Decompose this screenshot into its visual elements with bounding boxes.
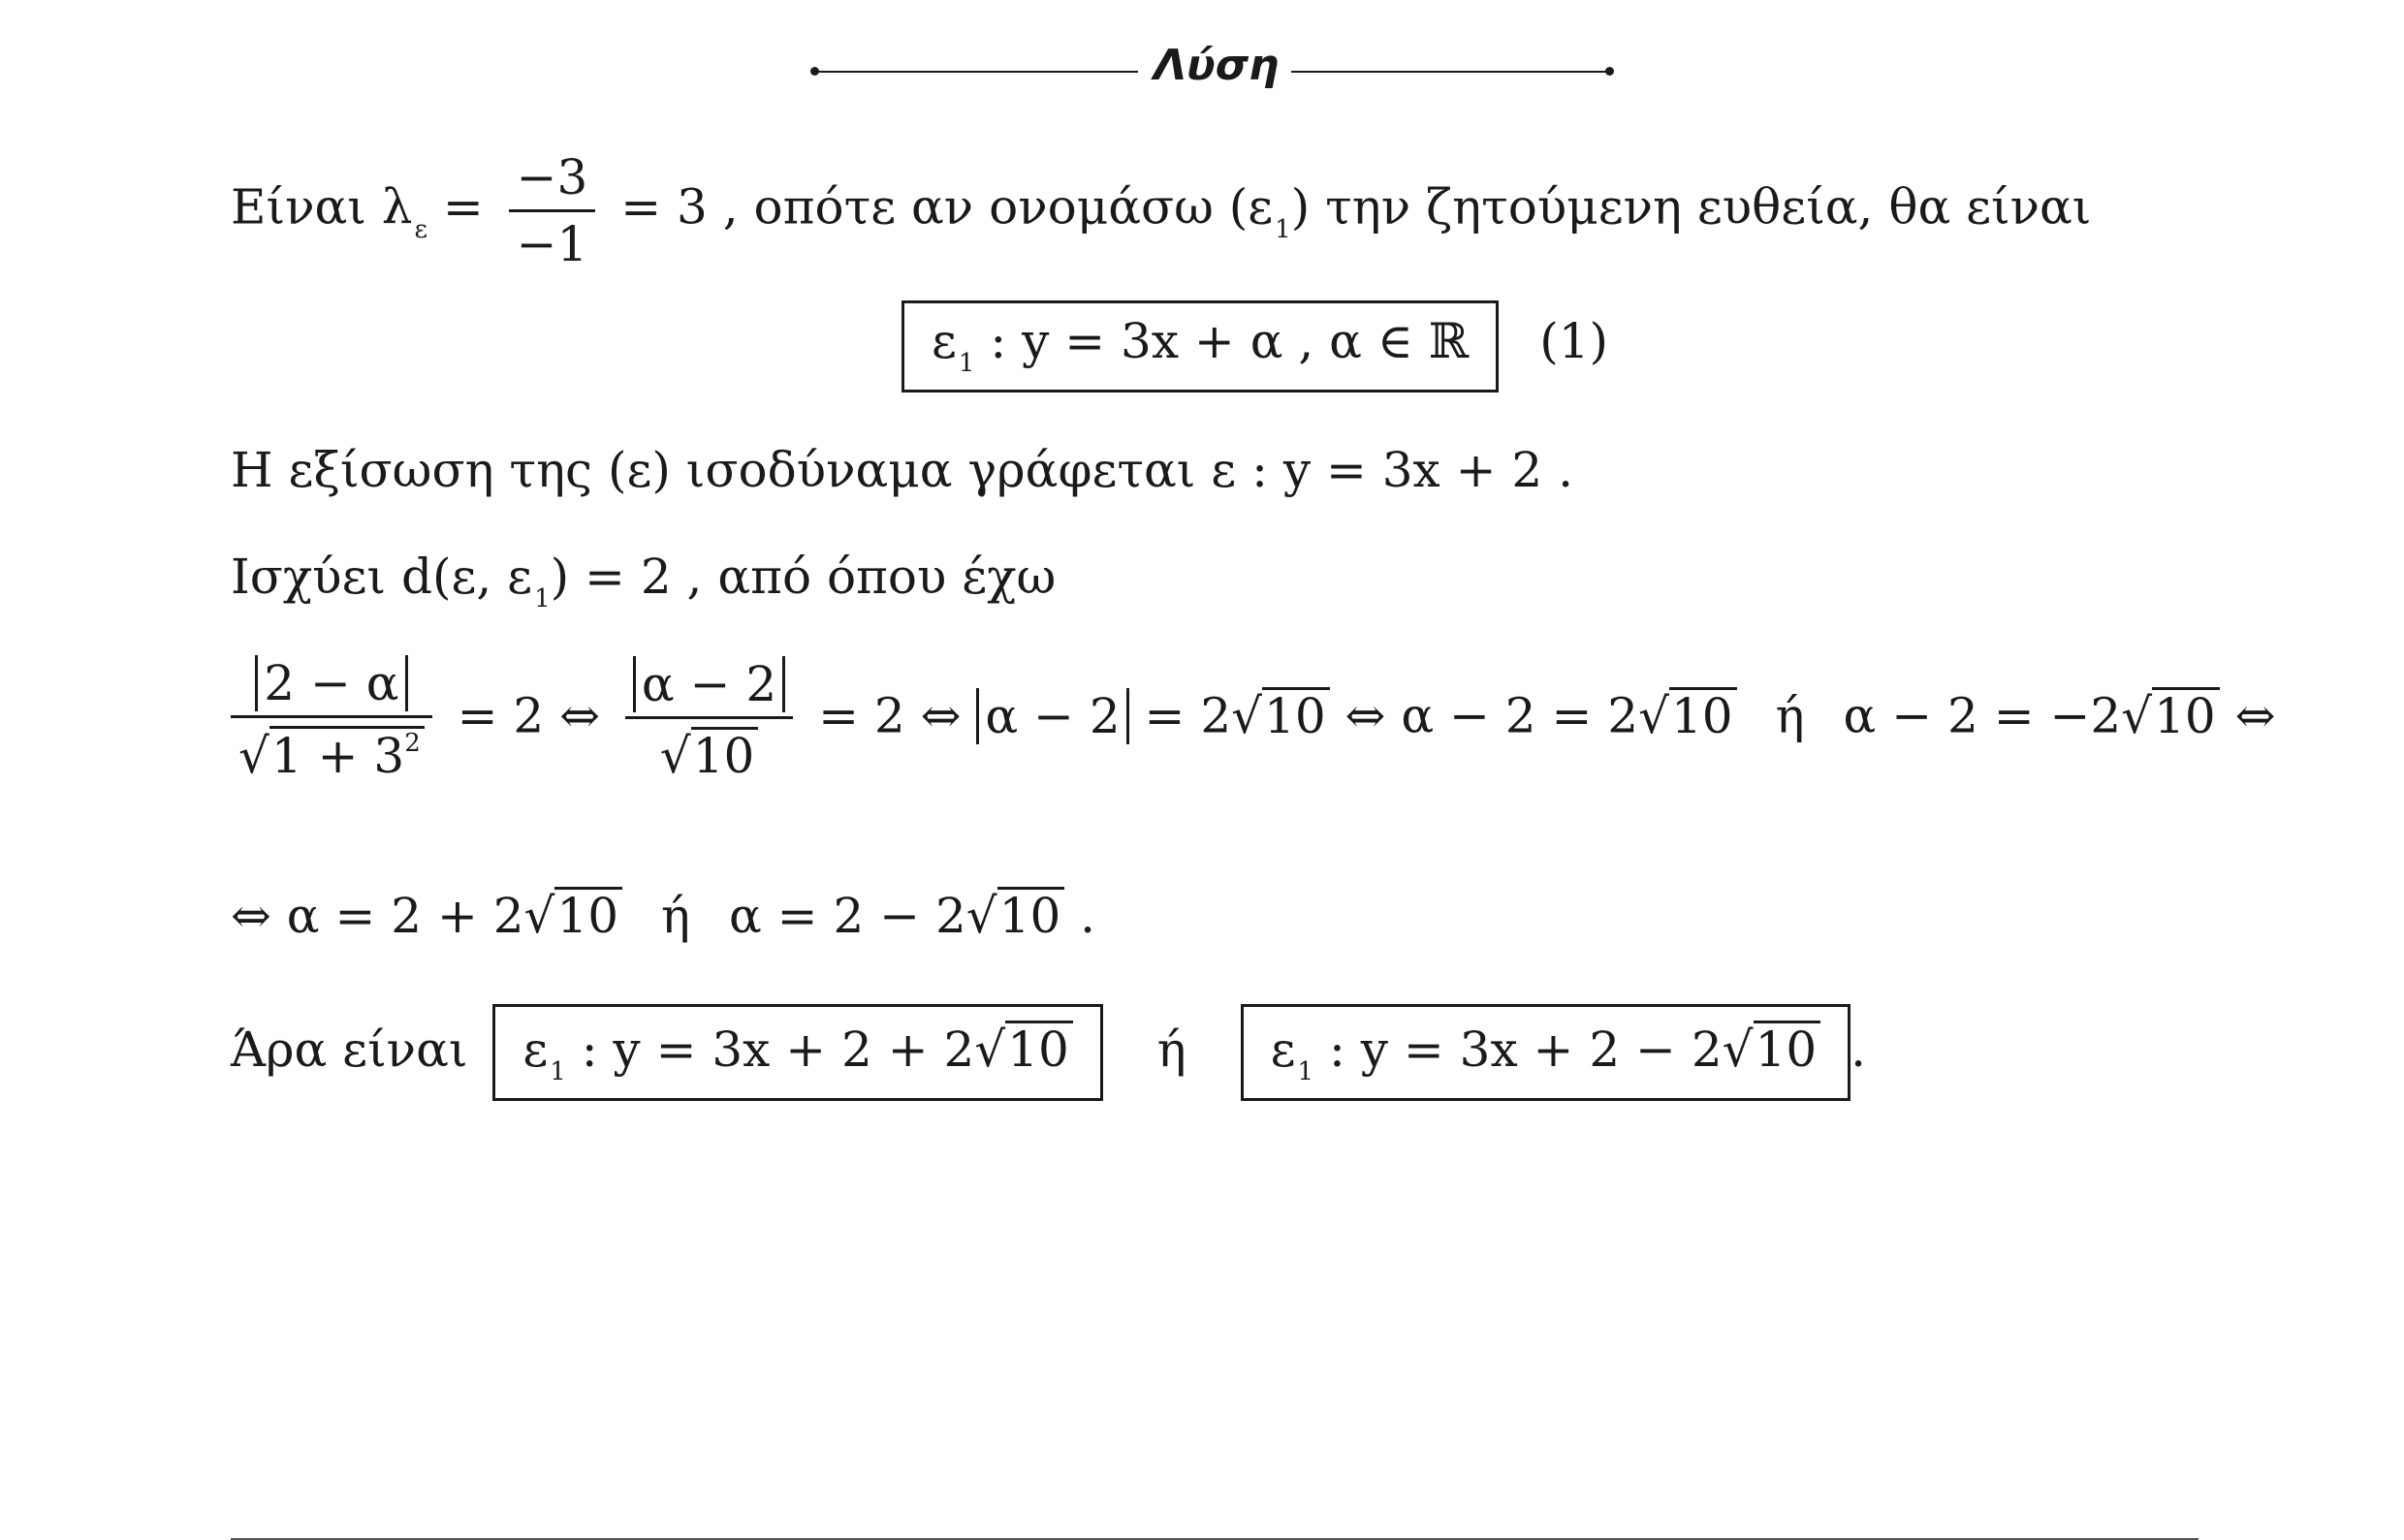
sqrt: √10 [1231,687,1330,740]
text: = 2 [1128,687,1232,744]
section-title: Λύση [1154,41,1280,90]
sqrt: √10 [1723,1021,1821,1074]
radicand: 10 [1262,687,1330,740]
computation-line [231,655,2276,784]
solution-line [231,887,1096,944]
or-word: ή [1156,1021,1186,1078]
subscript: ε [414,214,427,244]
text: α − 2 = −2 [1843,687,2122,744]
statement-line-2 [231,442,1574,498]
superscript: 2 [404,729,421,758]
radicand: 10 [997,887,1065,940]
answer-box-1 [492,1004,1103,1101]
boxed-equation-1 [902,300,1608,393]
radicand: 10 [1754,1021,1821,1074]
subscript: 1 [534,584,551,613]
radicand: 10 [691,727,759,780]
denominator: −1 [516,216,588,272]
text: ε [522,1021,549,1078]
sqrt: √10 [1638,687,1737,740]
subscript: 1 [550,1057,566,1086]
abs-value: 2 − α [255,655,407,711]
text: ⇔ α − 2 = 2 [1329,687,1639,744]
or-word: ή [1775,687,1805,744]
text: . [1064,888,1096,944]
denominator [625,719,793,784]
equation-tag: (1) [1539,313,1609,369]
text: Είναι λ [231,178,413,236]
text: Άρα είναι [231,1021,468,1078]
sqrt: √10 [524,887,623,940]
text: : y = 3x + 2 + 2 [565,1021,975,1078]
distance-fraction [231,655,432,784]
equation-box [902,300,1499,393]
numerator [231,655,432,718]
slope-fraction [509,149,596,272]
sqrt: √10 [966,887,1065,940]
ornament-line-right [1291,71,1611,73]
text: . [1850,1021,1867,1078]
text: Η εξίσωση της (ε) ισοδύναμα γράφεται ε : y = 3x + 2 . [231,442,1574,498]
subscript: 1 [958,349,975,378]
ornament-dot-right [1605,67,1614,76]
text: Ισχύει d(ε, ε [231,549,533,605]
text: = 2 ⇔ [441,687,616,744]
radicand: 10 [1005,1021,1073,1074]
answer-box-2 [1241,1004,1851,1101]
ornament-line-left [816,71,1138,73]
final-answer-line [231,1004,1866,1101]
radicand: 10 [2152,687,2220,740]
text: ε [932,313,957,369]
text: ε [1270,1021,1296,1078]
subscript: 1 [1297,1057,1314,1086]
statement-line-1 [231,149,2092,272]
text: = 3 , οπότε αν ονομάσω (ε [605,178,1274,236]
subscript: 1 [1275,214,1291,244]
text: α = 2 − 2 [729,888,966,944]
sqrt: √10 [974,1021,1073,1074]
text: ) = 2 , από όπου έχω [550,549,1057,605]
statement-line-3 [231,549,1057,613]
text: ⇔ [2219,687,2276,744]
text: ⇔ α = 2 + 2 [231,888,524,944]
radicand: 10 [554,887,622,940]
or-word: ή [661,888,691,944]
numerator: −3 [509,153,596,212]
sqrt: $√1 + 3^2$ [238,726,425,780]
text: ) την ζητούμενη ευθεία, θα είναι [1290,178,2092,236]
sqrt: √10 [660,727,759,780]
abs-value: α − 2 [976,688,1128,744]
abs-value: α − 2 [633,656,785,712]
numerator [625,655,793,719]
text: = [427,178,499,236]
text: = 2 ⇔ [803,687,977,744]
text: : y = 3x + 2 − 2 [1313,1021,1723,1078]
text: : y = 3x + α , α ∈ ℝ [974,313,1470,369]
radicand [269,726,425,784]
denominator [231,718,432,784]
radicand: 10 [1669,687,1737,740]
sqrt: √10 [2121,687,2220,740]
distance-fraction-2 [625,655,793,784]
text: 1 + 3 [270,728,405,784]
